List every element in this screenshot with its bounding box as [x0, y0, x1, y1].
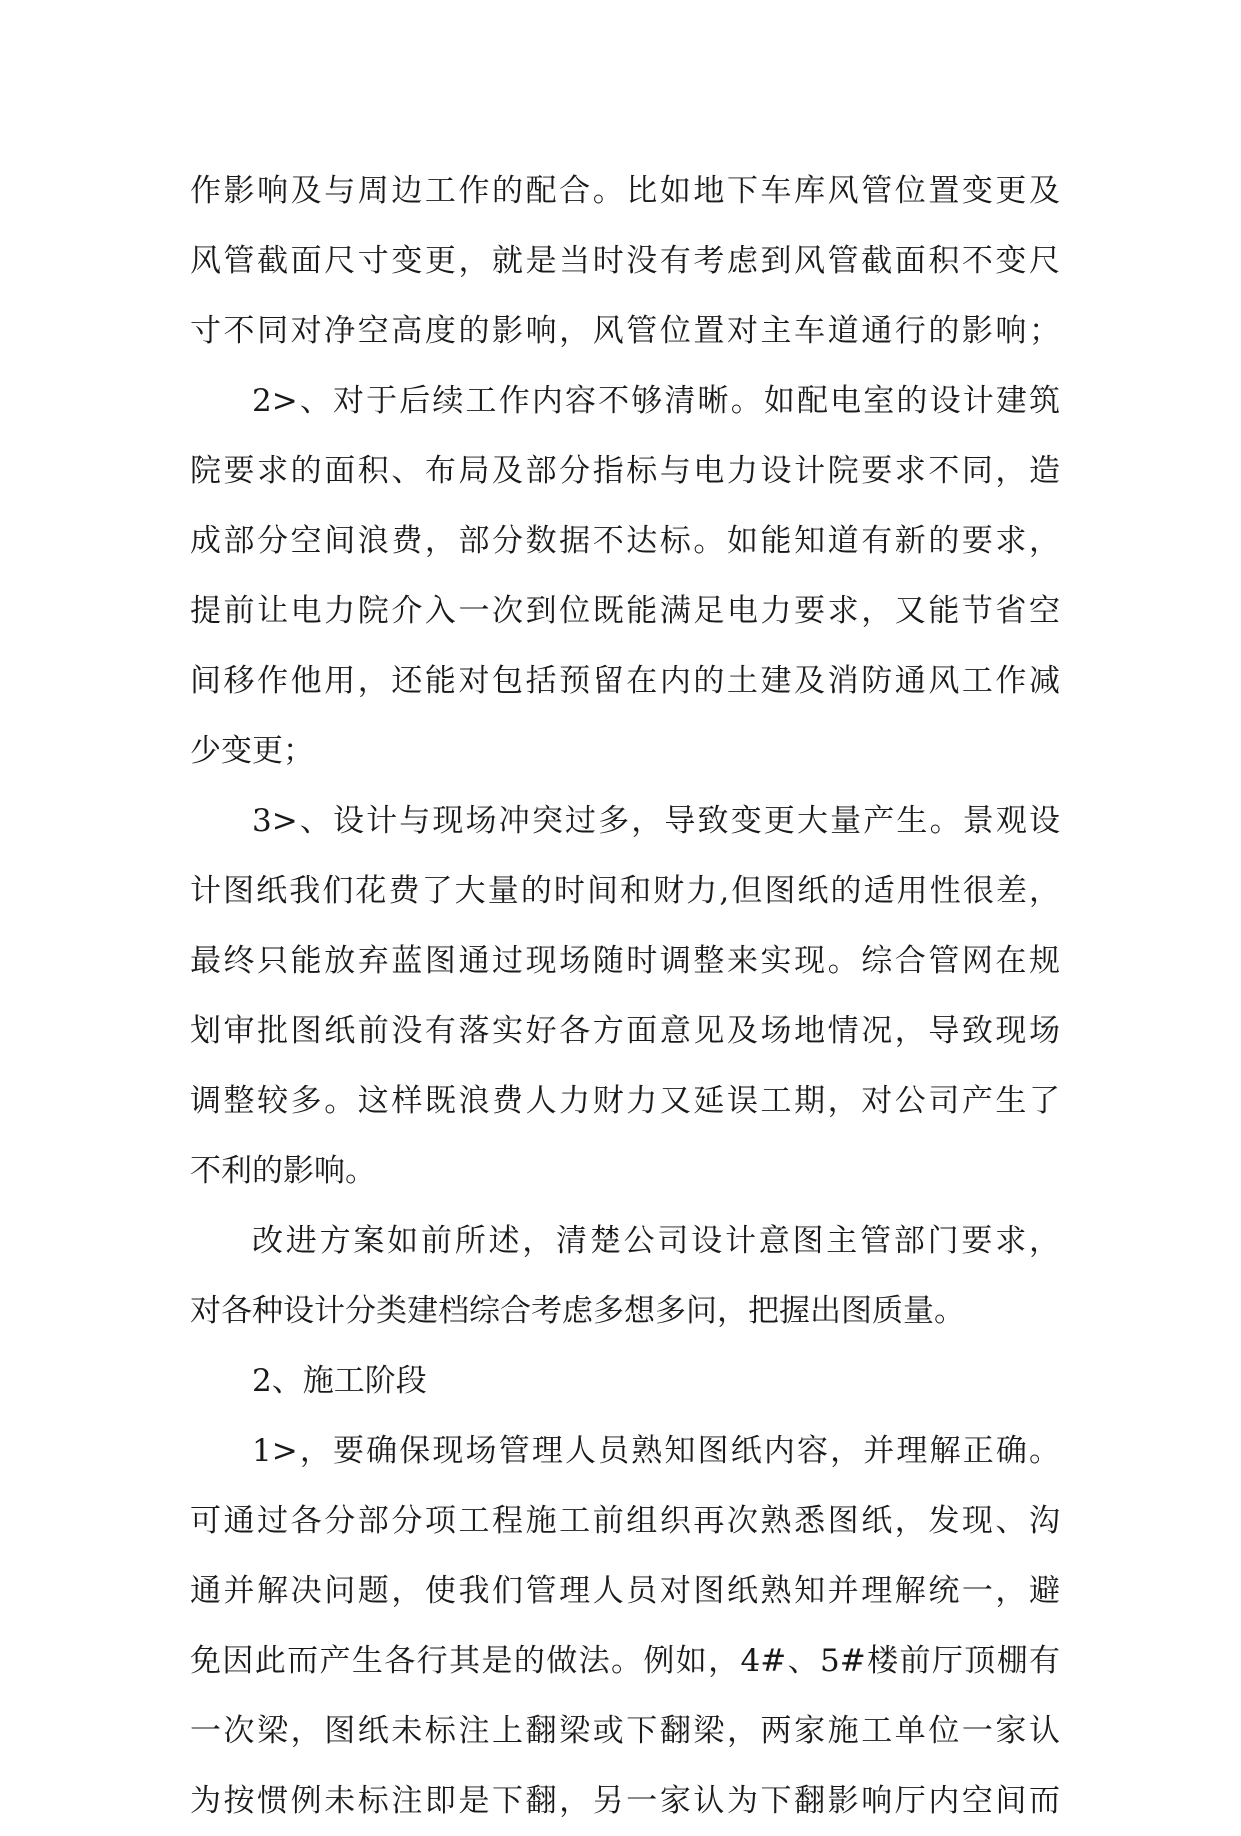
text-line: 寸不同对净空高度的影响，风管位置对主车道通行的影响； [190, 313, 1060, 349]
text-line: 可通过各分部分项工程施工前组织再次熟悉图纸，发现、沟 [190, 1503, 1060, 1539]
paragraph-start-line: 3>、设计与现场冲突过多，导致变更大量产生。景观设 [252, 803, 1060, 839]
body-text [190, 156, 1060, 1836]
text-line: 作影响及与周边工作的配合。比如地下车库风管位置变更及 [190, 173, 1060, 209]
text-line: 风管截面尺寸变更，就是当时没有考虑到风管截面积不变尺 [190, 243, 1060, 279]
paragraph-start-line: 改进方案如前所述，清楚公司设计意图主管部门要求， [252, 1223, 1060, 1259]
text-line: 为按惯例未标注即是下翻，另一家认为下翻影响厅内空间而 [190, 1783, 1060, 1819]
text-line: 调整较多。这样既浪费人力财力又延误工期，对公司产生了 [190, 1083, 1060, 1119]
text-line: 免因此而产生各行其是的做法。例如，4#、5#楼前厅顶棚有 [190, 1643, 1060, 1679]
text-line: 成部分空间浪费，部分数据不达标。如能知道有新的要求， [190, 523, 1060, 559]
paragraph-end-line: 对各种设计分类建档综合考虑多想多问，把握出图质量。 [190, 1293, 965, 1329]
text-line: 提前让电力院介入一次到位既能满足电力要求，又能节省空 [190, 593, 1060, 629]
text-line: 间移作他用，还能对包括预留在内的土建及消防通风工作减 [190, 663, 1060, 699]
paragraph-end-line: 不利的影响。 [190, 1153, 376, 1189]
paragraph-start-line: 2>、对于后续工作内容不够清晰。如配电室的设计建筑 [252, 383, 1060, 419]
text-line: 院要求的面积、布局及部分指标与电力设计院要求不同，造 [190, 453, 1060, 489]
text-line: 计图纸我们花费了大量的时间和财力,但图纸的适用性很差， [190, 873, 1060, 909]
text-line: 一次梁，图纸未标注上翻梁或下翻梁，两家施工单位一家认 [190, 1713, 1060, 1749]
text-line: 通并解决问题，使我们管理人员对图纸熟知并理解统一，避 [190, 1573, 1060, 1609]
paragraph-end-line: 少变更； [190, 733, 314, 769]
paragraph-start-line: 1>，要确保现场管理人员熟知图纸内容，并理解正确。 [252, 1433, 1060, 1469]
text-line: 最终只能放弃蓝图通过现场随时调整来实现。综合管网在规 [190, 943, 1060, 979]
text-line: 划审批图纸前没有落实好各方面意见及场地情况，导致现场 [190, 1013, 1060, 1049]
section-heading: 2、施工阶段 [252, 1363, 427, 1399]
